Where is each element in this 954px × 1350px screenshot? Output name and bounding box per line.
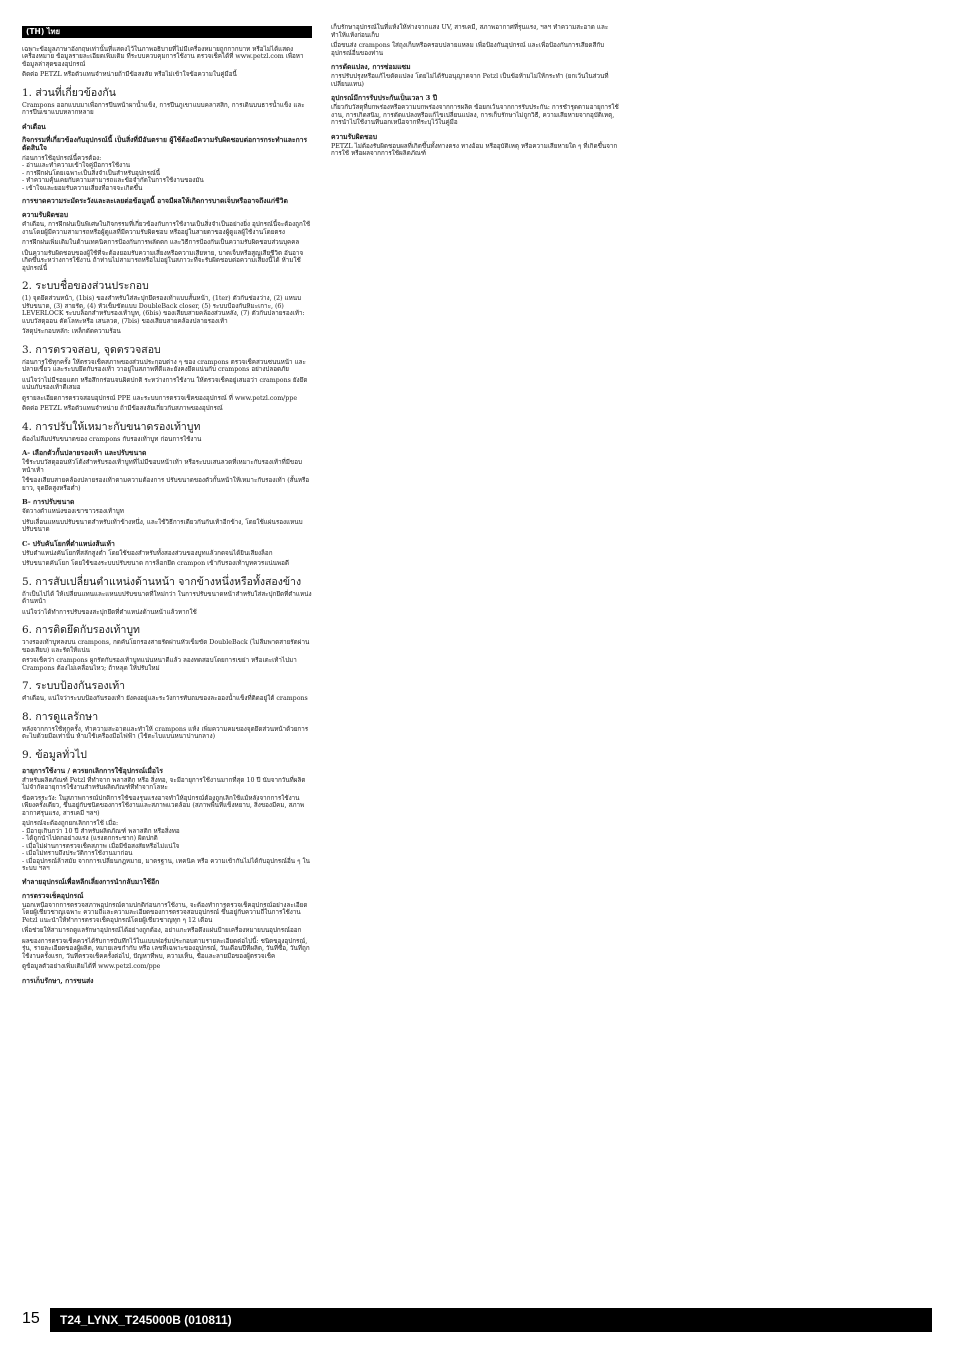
- storage-text-0: เก็บรักษาอุปกรณ์ในที่แห้งให้ห่างจากแสง UV, สารเคมี, สภาพอากาศที่รุนแรง, ฯลฯ ทำความสะอาด และทำให้แห้งก่อนเก็บ: [331, 24, 609, 39]
- warning-list-2: - การฝึกฝนโดยเฉพาะเป็นสิ่งจำเป็นสำหรับอุปกรณ์นี้: [22, 169, 161, 177]
- section-1-title: 1. ส่วนที่เกี่ยวข้องกัน: [22, 86, 116, 99]
- page-number: 15: [22, 1310, 40, 1327]
- warning-list-0: ก่อนการใช้อุปกรณ์นี้ควรต้อง:: [22, 154, 102, 162]
- warning-bold-text: กิจกรรมที่เกี่ยวข้องกับอุปกรณ์นี้ เป็นสิ่งที่มีอันตราย ผู้ใช้ต้องมีความรับผิดชอบต่อการกระทำและการตัดสินใจ: [22, 135, 308, 152]
- intro-paragraph-1: เฉพาะข้อมูลภาษาอังกฤษเท่านั้นที่แสดงไว้ในภาพอธิบายที่ไม่มีเครื่องหมายถูกกากบาท หรือไม่ได้แสดงเครื่องหมาย ข้อมูลรายละเอียดเพิ่มเติม ที่ระบบควบคุมการใช้งาน ตรวจเช็คได้ที่ www.petzl.com เพื่อหาข้อมูลล่าสุดของอุปกรณ์: [22, 45, 304, 68]
- section-3-text-2: ดูรายละเอียดการตรวจสอบอุปกรณ์ PPE และระบบการตรวจเช็คของอุปกรณ์ ที่ www.petzl.com/ppe: [22, 394, 298, 402]
- page-footer: [22, 1308, 932, 1332]
- section-4-title: 4. การปรับให้เหมาะกับขนาดรองเท้าบูท: [22, 420, 201, 433]
- section-4b-text-1: ปรับเลื่อนแหนบปรับขนาดสำหรับเท้าข้างหนึ่ง, และใช้วิธีการเดียวกันกับเท้าอีกข้าง, โดยใช้แผ่นรองแหนบปรับขนาด: [22, 518, 303, 533]
- warranty-text: เกี่ยวกับวัสดุที่บกพร่องหรือความบกพร่องจากการผลิต ข้อยกเว้นจากการรับประกัน: การชำรุดตามอายุการใช้งาน, การเกิดสนิม, การดัดแปลงหรือแก้ไขเปลี่ยนแปลง, การเก็บรักษาไม่ถูกวิธี, ความเสียหายจากอุบัติเหตุ, การนำไปใช้งานที่นอกเหนือจากที่ระบุไว้ในคู่มือ: [331, 104, 619, 126]
- language-header: (TH) ไทย: [22, 26, 312, 38]
- section-3-text-1: แน่ใจว่าไม่มีรอยแตก หรือสึกกร่อนจนผิดปกติ ระหว่างการใช้งาน ให้ตรวจเช็คอยู่เสมอว่า crampons ยังยึดแน่นกับรองเท้าดีเสมอ: [22, 376, 308, 391]
- inspection-heading: การตรวจเช็คอุปกรณ์: [22, 891, 84, 900]
- responsibility-text-0: คำเตือน, การฝึกฝนเป็นพิเศษในกิจกรรมที่เกี่ยวข้องกับการใช้งานเป็นสิ่งจำเป็นอย่างยิ่ง อุปกรณ์นี้จะต้องถูกใช้งานโดยผู้มีความสามารถหรือผู้ดูแลที่มีความรับผิดชอบ หรืออยู่ในสายตาของผู้ดูแลผู้ใช้งานโดยตรง: [22, 221, 311, 236]
- section-4c-text-1: ปรับขนาดคันโยก โดยใช้ของระบบปรับขนาด การล็อกยึด crampon เข้ากับรองเท้าบูทควรแน่นพอดี: [22, 560, 290, 567]
- lifetime-text-5: - เมื่อไม่ผ่านการตรวจเช็คสภาพ เมื่อมีข้อสงสัยหรือไม่แน่ใจ: [22, 842, 180, 850]
- lifetime-text-0: สำหรับผลิตภัณฑ์ Petzl ที่ทำจาก พลาสติก หรือ สิ่งทอ, จะมีอายุการใช้งานมากที่สุด 10 ปี นับจากวันที่ผลิต ไม่จำกัดอายุการใช้งานสำหรับผลิตภัณฑ์ที่ทำจากโลหะ: [22, 776, 306, 791]
- left-column: [22, 26, 312, 987]
- lifetime-text-7: - เมื่ออุปกรณ์ล้าสมัย จากการเปลี่ยนกฎหมาย, มาตรฐาน, เทคนิค หรือ ความเข้ากันไม่ได้กับอุปกรณ์อื่น ๆ ในระบบ ฯลฯ: [22, 857, 310, 872]
- section-6-text-1: ตรวจเช็คว่า crampons ผูกรัดกับรองเท้าบูทแน่นหนาดีแล้ว ลองทดสอบโดยการเขย่า หรือเตะเท้าไปมา Crampons ต้องไม่เคลื่อนไหว; ถ้าหลุด ให้ปรับใหม่: [22, 657, 297, 672]
- lifetime-text-1: ข้อควรระวัง: ในสภาพการณ์ปกติการใช้ของรุนแรงอาจทำให้อุปกรณ์ต้องถูกเลิกใช้แม้หลังจากการใช้งานเพียงครั้งเดียว, ขึ้นอยู่กับชนิดของการใช้งานและสภาพแวดล้อม (สภาพพื้นที่แข็งหยาบ, สิ่งของมีคม, สภาพอากาศรุนแรง, สารเคมี ฯลฯ): [22, 794, 305, 817]
- section-4c-text-0: ปรับตำแหน่งคันโยกที่สลักสูงต่ำ โดยใช้ของสำหรับทั้งสองส่วนของบูทแล้วกดจนได้ยินเสียงล็อก: [22, 549, 273, 557]
- storage-heading: การเก็บรักษา, การขนส่ง: [22, 976, 94, 985]
- intro-paragraph-2: ติดต่อ PETZL หรือตัวแทนจำหน่ายถ้ามีข้อสงสัย หรือไม่เข้าใจข้อความในคู่มือนี้: [22, 71, 237, 78]
- liability-text: PETZL ไม่ต้องรับผิดชอบผลที่เกิดขึ้นทั้งทางตรง ทางอ้อม หรืออุบัติเหตุ หรือความเสียหายใด ๆ ที่เกิดขึ้นจากการใช้ หรือผลจากการใช้ผลิตภัณฑ์: [331, 142, 618, 157]
- section-6-title: 6. การติดยึดกับรองเท้าบูท: [22, 624, 140, 636]
- section-2-text-1: วัสดุประกอบหลัก: เหล็กดัดความร้อน: [22, 328, 121, 335]
- right-column: [331, 24, 621, 161]
- section-4a-text-1: ใช้ของเสียบสายคล้องปลายรองเท้าตามความต้องการ ปรับขนาดของตัวกั้นหน้าให้เหมาะกับรองเท้า (สั้นหรือยาว, จุดยึดสูงหรือต่ำ): [22, 477, 310, 492]
- section-4a-heading: A- เลือกตัวกั้นปลายรองเท้า และปรับขนาด: [22, 449, 147, 457]
- section-5-title: 5. การสับเปลี่ยนตำแหน่งด้านหน้า จากข้างหนึ่งหรือทั้งสองข้าง: [22, 575, 302, 588]
- section-9-title: 9. ข้อมูลทั่วไป: [22, 748, 87, 761]
- section-2-title: 2. ระบบชื่อของส่วนประกอบ: [22, 280, 149, 292]
- responsibility-text-1: การฝึกฝนเพิ่มเติมในด้านเทคนิคการป้องกันการพลัดตก และวิธีการป้องกันเป็นความรับผิดชอบส่วนบุคคล: [22, 239, 300, 246]
- section-4a-text-0: ใช้ระบบวัสดุออนหัวโต้งสำหรับรองเท้าบูทที่ไม่มีขอบหน้าเท้า หรือระบบเสนลวดที่เหมาะกับรองเท้าที่มีขอบหน้าเท้า: [22, 459, 302, 474]
- document-reference: T24_LYNX_T245000B (010811): [50, 1308, 932, 1332]
- section-3-text-3: ติดต่อ PETZL หรือตัวแทนจำหน่าย ถ้ามีข้อสงสัยเกี่ยวกับสภาพของอุปกรณ์: [22, 405, 223, 412]
- section-4b-text-0: จัดวางตำแหน่งของเขาขาวรองเท้าบูท: [22, 508, 124, 515]
- lifetime-text-6: - เมื่อไม่ทราบถึงประวัติการใช้งานมาก่อน: [22, 850, 133, 857]
- section-1-text: Crampons ออกแบบมาเพื่อการปีนหน้าผาน้ำแข็ง, การปีนภูเขาแบบคลาสสิก, การเดินบนธารน้ำแข็ง และการปีนเขาแบบหลากหลาย: [22, 101, 305, 116]
- lifetime-text-4: - ได้ถูกนำไปตกอย่างแรง (แรงตกกระชาก) ผิดปกติ: [22, 835, 158, 842]
- warning-list-3: - ทำความคุ้นเคยกับความสามารถและข้อจำกัดในการใช้งานของมัน: [22, 177, 204, 184]
- section-3-text-0: ก่อนการใช้ทุกครั้ง ให้ตรวจเช็คสภาพของส่วนประกอบต่าง ๆ ของ crampons ตรวจเช็คสวนซนนหน้า และปลายเขี้ยว และระบบยึดกับรองเท้า วาอยู่ในสภาพที่ดีและยังคงยึดแน่นกับ crampons อย่างปลอดภัย: [22, 358, 306, 373]
- section-4b-heading: B- การปรับขนาด: [22, 498, 75, 506]
- section-7-text: คำเตือน, แน่ใจว่าระบบป้องกันรองเท้า ยังคงอยู่และระวังการทับถมของละอองน้ำแข็งที่ติดอยู่ใต้ crampons: [22, 695, 308, 702]
- section-8-text: หลังจากการใช้ทุกครั้ง, ทำความสะอาดและทำให้ crampons แห้ง เพิ่มความคมของจุดยึดส่วนหน้าด้วยการตะไบด้วยมือเท่านั้น ห้ามใช้เครื่องมือไฟฟ้า (ใช้ตะไบแบนหนาปานกลาง): [22, 725, 309, 740]
- inspection-text-3: ดูข้อมูลตัวอย่างเพิ่มเติมได้ที่ www.petzl.com/ppe: [22, 963, 161, 970]
- destroy-notice: ทำลายอุปกรณ์เพื่อหลีกเลี่ยงการนำกลับมาใช้อีก: [22, 877, 160, 886]
- lifetime-text-2: อุปกรณ์จะต้องถูกยกเลิกการใช้ เมื่อ:: [22, 820, 119, 827]
- warning-list-4: - เข้าใจและยอมรับความเสี่ยงที่อาจจะเกิดขึ้น: [22, 184, 143, 192]
- section-5-text-0: ถ้าเป็นไปได้ ให้เปลี่ยนแทนและแหนบปรับขนาดที่ใหม่กว่า ในการปรับขนาดหน้าสำหรับใส่สะปุกยึดที่ตำแหน่งด้านหน้า: [22, 590, 312, 605]
- warranty-heading: อุปกรณ์มีการรับประกันเป็นเวลา 3 ปี: [331, 94, 438, 102]
- liability-heading: ความรับผิดชอบ: [331, 132, 378, 141]
- lifetime-text-3: - มีอายุเกินกว่า 10 ปี สำหรับผลิตภัณฑ์ พลาสติก หรือสิ่งทอ: [22, 827, 180, 835]
- warning-heading: คำเตือน: [22, 122, 46, 131]
- modification-text: การปรับปรุงหรือแก้ไขดัดแปลง โดยไม่ได้รับอนุญาตจาก Petzl เป็นข้อห้ามไม่ให้กระทำ (ยกเว้นในส่วนที่เปลี่ยนแทน): [331, 73, 609, 88]
- responsibility-heading: ความรับผิดชอบ: [22, 211, 69, 219]
- section-6-text-0: วางรองเท้าบูทลงบน crampons, กดคันโยกรองสายรัดผ่านหัวเข็มขัด DoubleBack (ไม่ลืมพาดสายรัดผ่านของเสียบ) และรัดให้แน่น: [22, 639, 310, 654]
- inspection-text-0: นอกเหนือจากการตรวจสภาพอุปกรณ์ตามปกติก่อนการใช้งาน, จะต้องทำการตรวจเช็คอุปกรณ์อย่างละเอียดโดยผู้เชี่ยวชาญเฉพาะ ความถี่และความละเอียดของการตรวจสอบอุปกรณ์ ขึ้นอยู่กับความถี่ในการใช้งาน Petzl แนะนำให้ทำการตรวจเช็คอุปกรณ์โดยผู้เชี่ยวชาญทุก ๆ 12 เดือน: [22, 901, 308, 924]
- section-2-text-0: (1) จุดยึดส่วนหน้า, (1bis) ของสำหรับใส่สะปุกยึดรองเท้าแบบสั้นหน้า, (1ter) ตัวกันช่องว่าง, (2) แหนบปรับขนาด, (3) สายรัด, (4) หัวเข็มขัดแบบ DoubleBack closer, (5) ระบบป้องกันหิมะเกาะ, (6) LEVERLOCK ระบบล็อกสำหรับรองเท้าบูท, (6bis) ของเสียบสายคล้องส่วนหลัง, (7) ตัวกันปลายรองเท้า: แบบวัสดุออน ตัดโลหะหรือ เสนลวด, (7bis) ของเสียบสายคล้องปลายรองเท้า: [22, 295, 305, 325]
- lifetime-heading: อายุการใช้งาน / ควรยกเลิกการใช้อุปกรณ์เมื่อไร: [22, 766, 164, 775]
- section-8-title: 8. การดูแลรักษา: [22, 710, 99, 723]
- section-3-title: 3. การตรวจสอบ, จุดตรวจสอบ: [22, 343, 161, 356]
- section-4c-heading: C- ปรับคันโยกที่ตำแหน่งส้นเท้า: [22, 539, 115, 548]
- responsibility-text-2: เป็นความรับผิดชอบของผู้ใช้ที่จะต้องยอมรับความเสี่ยงหรือความเสียหาย, บาดเจ็บหรือสูญเสียชีวิต อันอาจเกิดขึ้นระหว่างการใช้งาน ถ้าท่านไม่สามารถหรือไม่อยู่ในสภาวะที่จะรับผิดชอบต่อความเสี่ยงนี้ได้ ห้ามใช้อุปกรณ์นี้: [22, 249, 304, 272]
- inspection-text-1: เพื่อช่วยให้สามารถดูแลรักษาอุปกรณ์ได้อย่างถูกต้อง, อย่าแกะหรือดึงแผ่นป้ายเครื่องหมายบนอุปกรณ์ออก: [22, 927, 302, 934]
- section-7-title: 7. ระบบป้องกันรองเท้า: [22, 680, 126, 692]
- warning-final: การขาดความระมัดระวังและละเลยต่อข้อมูลนี้ อาจมีผลให้เกิดการบาดเจ็บหรืออาจถึงแก่ชีวิต: [22, 197, 288, 205]
- modification-heading: การดัดแปลง, การซ่อมแซม: [331, 63, 411, 71]
- warning-list-1: - อ่านและทำความเข้าใจคู่มือการใช้งาน: [22, 162, 131, 169]
- storage-text-1: เมื่อขนส่ง crampons ใส่ถุงเก็บหรือครอบปลายแหลม เพื่อป้องกันอุปกรณ์ และเพื่อป้องกันการเสียดสีกับอุปกรณ์อื่นของท่าน: [331, 42, 605, 57]
- inspection-text-2: ผลของการตรวจเช็คควรได้รับการบันทึกไว้ในแบบฟอร์มประกอบตามรายละเอียดต่อไปนี้: ชนิดของอุปกรณ์, รุ่น, รายละเอียดของผู้ผลิต, หมายเลขกำกับ หรือ เลขที่เฉพาะของอุปกรณ์, วันเดือนปีที่ผลิต, วันที่ซื้อ, วันที่ถูกใช้งานครั้งแรก, วันที่ตรวจเช็คครั้งต่อไป, ปัญหาที่พบ, ความเห็น, ชื่อและลายมือของผู้ตรวจเช็ค: [22, 937, 310, 960]
- section-4-intro: ต้องไม่ลืมปรับขนาดของ crampons กับรองเท้าบูท ก่อนการใช้งาน: [22, 435, 202, 443]
- section-5-text-1: แน่ใจว่าได้ทำการปรับของสะปุกยึดที่ตำแหน่งด้านหน้าแล้วหากใช้: [22, 608, 197, 616]
